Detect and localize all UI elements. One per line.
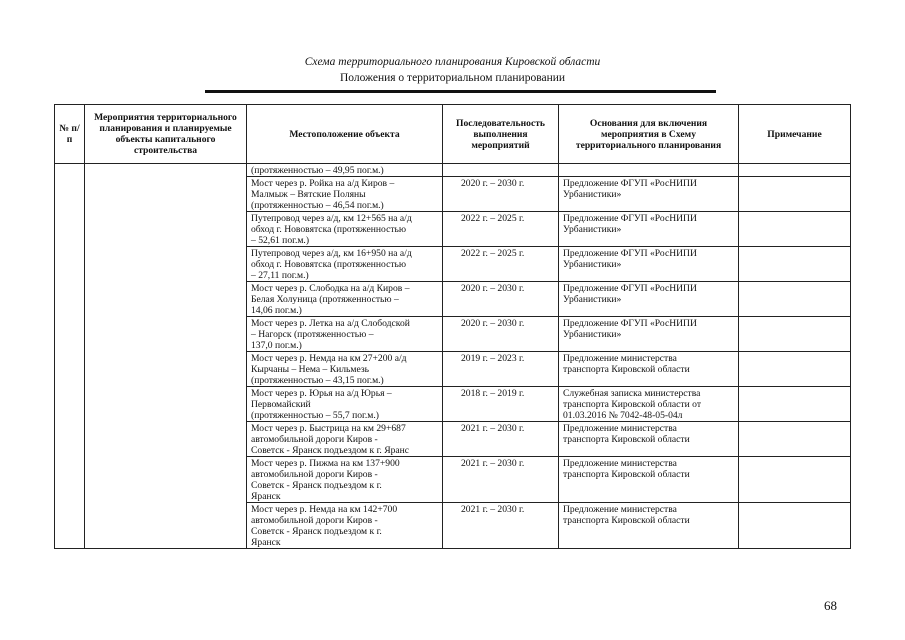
basis-line: транспорта Кировской области xyxy=(563,364,690,375)
basis-line: Предложение ФГУП «РосНИПИ xyxy=(563,213,697,224)
location-line: Первомайский xyxy=(251,399,311,410)
location-line: обход г. Нововятска (протяженностью xyxy=(251,224,407,235)
cell-number xyxy=(55,164,85,549)
cell-period: 2021 г. – 2030 г. xyxy=(443,422,559,457)
basis-line: Урбанистики» xyxy=(563,329,622,340)
location-line: – 27,11 пог.м.) xyxy=(251,270,309,281)
header-rule xyxy=(205,90,716,93)
cell-basis xyxy=(559,457,739,503)
location-line: 137,0 пог.м.) xyxy=(251,340,302,351)
location-line: – Нагорск (протяженностью – xyxy=(251,329,374,340)
basis-line: Предложение ФГУП «РосНИПИ xyxy=(563,248,697,259)
cell-period: 2020 г. – 2030 г. xyxy=(443,177,559,212)
location-line: автомобильной дороги Киров - xyxy=(251,469,378,480)
table-body xyxy=(55,164,851,549)
cell-note xyxy=(739,212,851,247)
cell-basis xyxy=(559,387,739,422)
cell-note xyxy=(739,164,851,177)
location-line: Яранск xyxy=(251,491,281,502)
cell-period: 2020 г. – 2030 г. xyxy=(443,282,559,317)
location-line: Мост через р. Немда на км 27+200 а/д xyxy=(251,353,407,364)
cell-note xyxy=(739,282,851,317)
basis-line: транспорта Кировской области от xyxy=(563,399,702,410)
cell-location xyxy=(247,422,443,457)
location-line: Советск - Яранск подъездом к г. xyxy=(251,480,382,491)
cell-note xyxy=(739,177,851,212)
cell-activity xyxy=(85,164,247,549)
cell-location xyxy=(247,282,443,317)
basis-line: Урбанистики» xyxy=(563,294,622,305)
location-line: (протяженностью – 46,54 пог.м.) xyxy=(251,200,384,211)
basis-line: Предложение ФГУП «РосНИПИ xyxy=(563,178,697,189)
basis-line: транспорта Кировской области xyxy=(563,434,690,445)
basis-line: Предложение ФГУП «РосНИПИ xyxy=(563,283,697,294)
cell-location xyxy=(247,247,443,282)
header-cell-location: Местоположение объекта xyxy=(247,105,443,164)
basis-line: Предложение министерства xyxy=(563,504,677,515)
cell-location xyxy=(247,503,443,549)
cell-location xyxy=(247,387,443,422)
basis-line: транспорта Кировской области xyxy=(563,515,690,526)
basis-line: Урбанистики» xyxy=(563,224,622,235)
table-row xyxy=(55,164,851,177)
cell-period: 2019 г. – 2023 г. xyxy=(443,352,559,387)
cell-location xyxy=(247,352,443,387)
location-line: обход г. Нововятска (протяженностью xyxy=(251,259,407,270)
cell-period: 2021 г. – 2030 г. xyxy=(443,503,559,549)
cell-location xyxy=(247,164,443,177)
cell-note xyxy=(739,457,851,503)
cell-basis xyxy=(559,317,739,352)
header-cell-note: Примечание xyxy=(739,105,851,164)
location-line: Советск - Яранск подъездом к г. xyxy=(251,526,382,537)
header-cell-sequence: Последовательность выполнения мероприятий xyxy=(443,105,559,164)
planning-table xyxy=(54,104,851,549)
cell-period: 2021 г. – 2030 г. xyxy=(443,457,559,503)
location-line: (протяженностью – 49,95 пог.м.) xyxy=(251,165,384,176)
cell-note xyxy=(739,503,851,549)
location-line: Мост через р. Летка на а/д Слободской xyxy=(251,318,410,329)
cell-note xyxy=(739,387,851,422)
basis-line: 01.03.2016 № 7042-48-05-04л xyxy=(563,410,683,421)
basis-line: Урбанистики» xyxy=(563,259,622,270)
basis-line: Урбанистики» xyxy=(563,189,622,200)
location-line: Мост через р. Немда на км 142+700 xyxy=(251,504,398,515)
basis-line: Служебная записка министерства xyxy=(563,388,701,399)
location-line: Мост через р. Юрья на а/д Юрья – xyxy=(251,388,392,399)
cell-note xyxy=(739,422,851,457)
cell-note xyxy=(739,247,851,282)
location-line: Кырчаны – Нема – Кильмезь xyxy=(251,364,370,375)
location-line: Белая Холуница (протяженностью – xyxy=(251,294,399,305)
location-line: автомобильной дороги Киров - xyxy=(251,434,378,445)
cell-note xyxy=(739,317,851,352)
location-line: Мост через р. Пижма на км 137+900 xyxy=(251,458,400,469)
location-line: (протяженностью – 43,15 пог.м.) xyxy=(251,375,384,386)
location-line: Малмыж – Вятские Поляны xyxy=(251,189,366,200)
location-line: – 52,61 пог.м.) xyxy=(251,235,310,246)
basis-line: Предложение министерства xyxy=(563,423,677,434)
cell-basis xyxy=(559,164,739,177)
cell-location xyxy=(247,317,443,352)
location-line: Мост через р. Быстрица на км 29+687 xyxy=(251,423,406,434)
cell-basis xyxy=(559,503,739,549)
location-line: Яранск xyxy=(251,537,281,548)
cell-period: 2020 г. – 2030 г. xyxy=(443,317,559,352)
cell-period: 2018 г. – 2019 г. xyxy=(443,387,559,422)
cell-note xyxy=(739,352,851,387)
basis-line: Предложение министерства xyxy=(563,458,677,469)
location-line: Путепровод через а/д, км 12+565 на а/д xyxy=(251,213,412,224)
cell-basis xyxy=(559,177,739,212)
location-line: Мост через р. Слободка на а/д Киров – xyxy=(251,283,410,294)
location-line: 14,06 пог.м.) xyxy=(251,305,302,316)
location-line: автомобильной дороги Киров - xyxy=(251,515,378,526)
document-subtitle: Положения о территориальном планировании xyxy=(339,72,566,84)
cell-basis xyxy=(559,282,739,317)
cell-location xyxy=(247,457,443,503)
cell-basis xyxy=(559,247,739,282)
location-line: Путепровод через а/д, км 16+950 на а/д xyxy=(251,248,412,259)
location-line: Советск - Яранск подъездом к г. Яранс xyxy=(251,445,410,456)
location-line: (протяженностью – 55,7 пог.м.) xyxy=(251,410,379,421)
cell-period xyxy=(443,164,559,177)
cell-basis xyxy=(559,212,739,247)
basis-line: Предложение ФГУП «РосНИПИ xyxy=(563,318,697,329)
cell-basis xyxy=(559,422,739,457)
cell-basis xyxy=(559,352,739,387)
cell-location xyxy=(247,212,443,247)
basis-line: транспорта Кировской области xyxy=(563,469,690,480)
table-header-row xyxy=(55,105,851,164)
basis-line: Предложение министерства xyxy=(563,353,677,364)
cell-location xyxy=(247,177,443,212)
cell-period: 2022 г. – 2025 г. xyxy=(443,247,559,282)
location-line: Мост через р. Ройка на а/д Киров – xyxy=(251,178,395,189)
header-cell-activities: Мероприятия территориального планирования и планируемые объекты капитального строительства xyxy=(85,105,247,164)
cell-period: 2022 г. – 2025 г. xyxy=(443,212,559,247)
header-cell-basis: Основания для включения мероприятия в Схему территориального планирования xyxy=(559,105,739,164)
document-title: Схема территориального планирования Кировской области xyxy=(304,56,601,68)
header-cell-number: № п/п xyxy=(55,105,85,164)
page-number: 68 xyxy=(824,598,837,613)
